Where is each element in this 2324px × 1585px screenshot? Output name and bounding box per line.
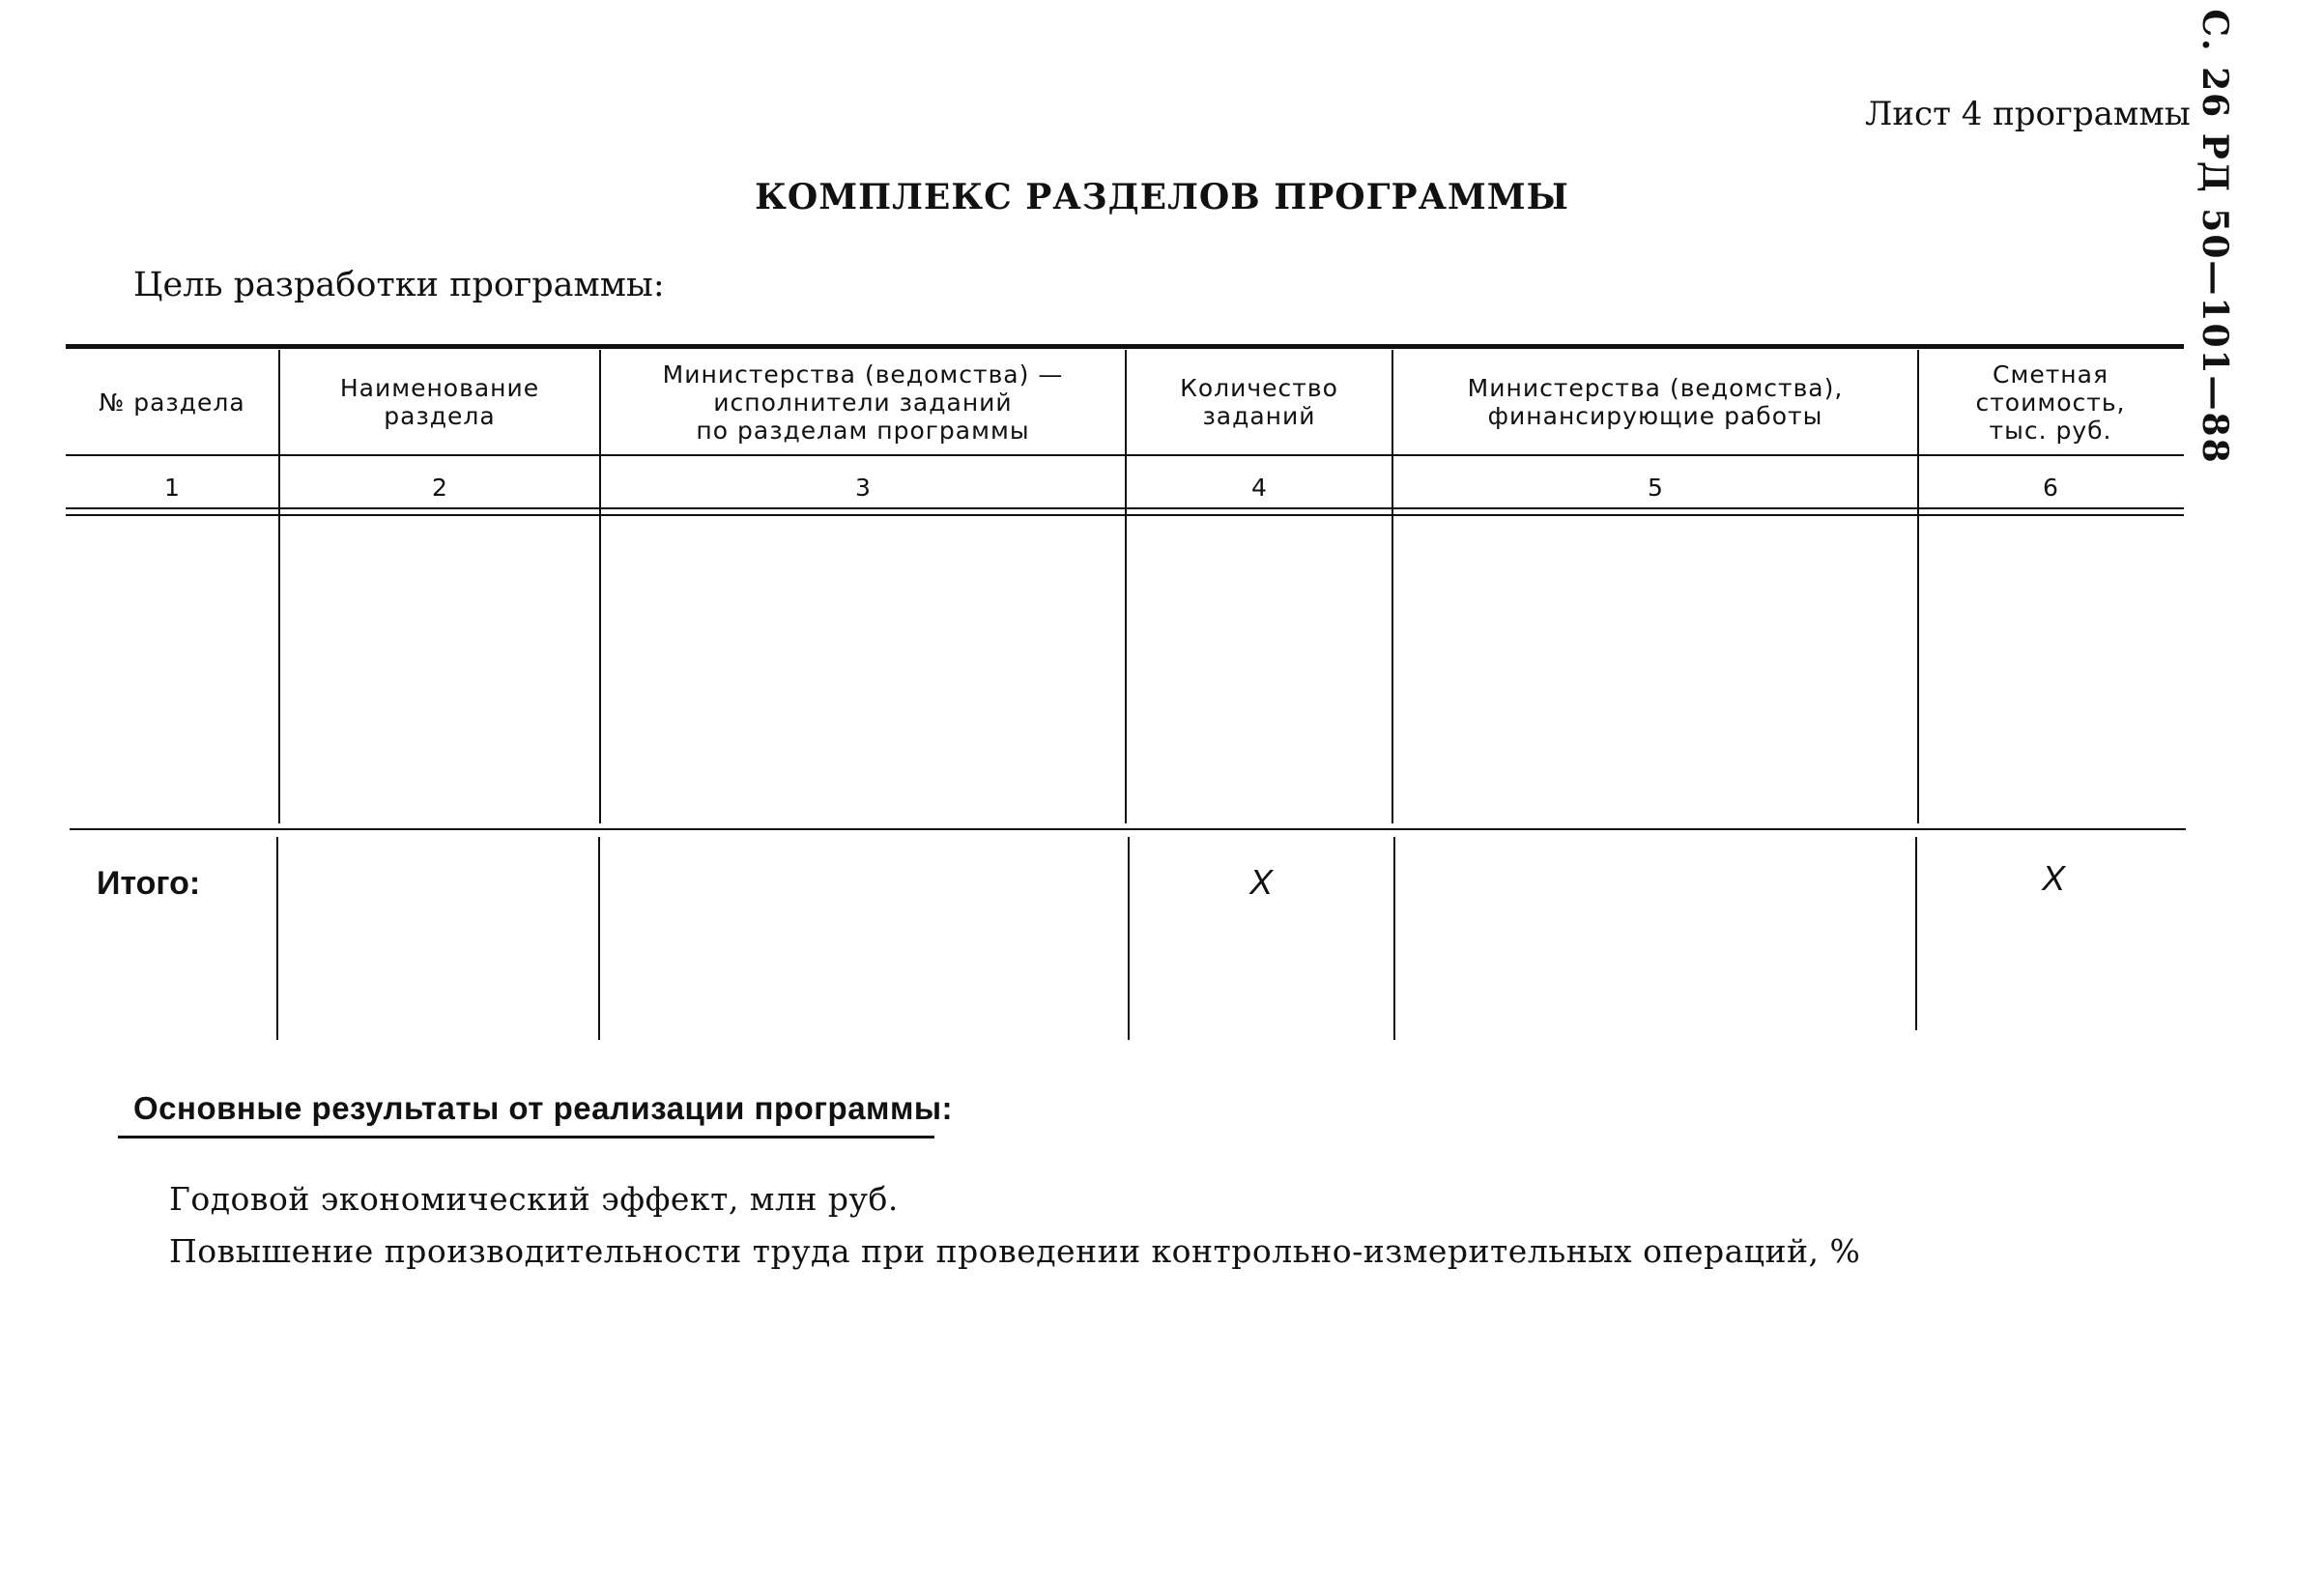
total-label: Итого: [97,865,201,902]
column-number-2: 2 [432,474,447,502]
column-number-4: 4 [1251,474,1267,502]
column-header-executors: Министерства (ведомства) — исполнители заданий по разделам программы [662,360,1064,445]
total-divider-3 [1128,837,1130,1040]
total-divider-1 [276,837,278,1040]
total-divider-4 [1393,837,1395,1040]
column-number-3: 3 [855,474,871,502]
goal-label: Цель разработки программы: [133,266,665,304]
total-divider-5 [1915,837,1917,1030]
body-bottom-rule [70,828,2186,830]
column-number-6: 6 [2043,474,2058,502]
column-number-1: 1 [164,474,180,502]
column-header-task-count: Количество заданий [1180,374,1338,430]
column-header-estimated-cost: Сметная стоимость, тыс. руб. [1975,360,2126,445]
column-header-section-name: Наименование раздела [339,374,540,430]
results-heading-underline [118,1136,934,1138]
table-top-rule [66,344,2184,349]
total-divider-2 [598,837,600,1040]
total-cost-mark: X [2041,858,2065,898]
column-header-section-number: № раздела [99,388,245,417]
results-heading: Основные результаты от реализации программы: [133,1090,954,1126]
result-item-economic-effect: Годовой экономический эффект, млн руб. [169,1180,899,1218]
sheet-label: Лист 4 программы [1865,95,2191,133]
page-title: КОМПЛЕКС РАЗДЕЛОВ ПРОГРАММЫ [755,177,1569,217]
document-code: С. 26 РД 50—101—88 [2195,9,2235,465]
result-item-productivity: Повышение производительности труда при проведении контрольно-измерительных операций, % [169,1232,1861,1270]
column-number-5: 5 [1648,474,1663,502]
total-task-count-mark: X [1248,862,1273,902]
column-header-funding: Министерства (ведомства), финансирующие работы [1467,374,1844,430]
